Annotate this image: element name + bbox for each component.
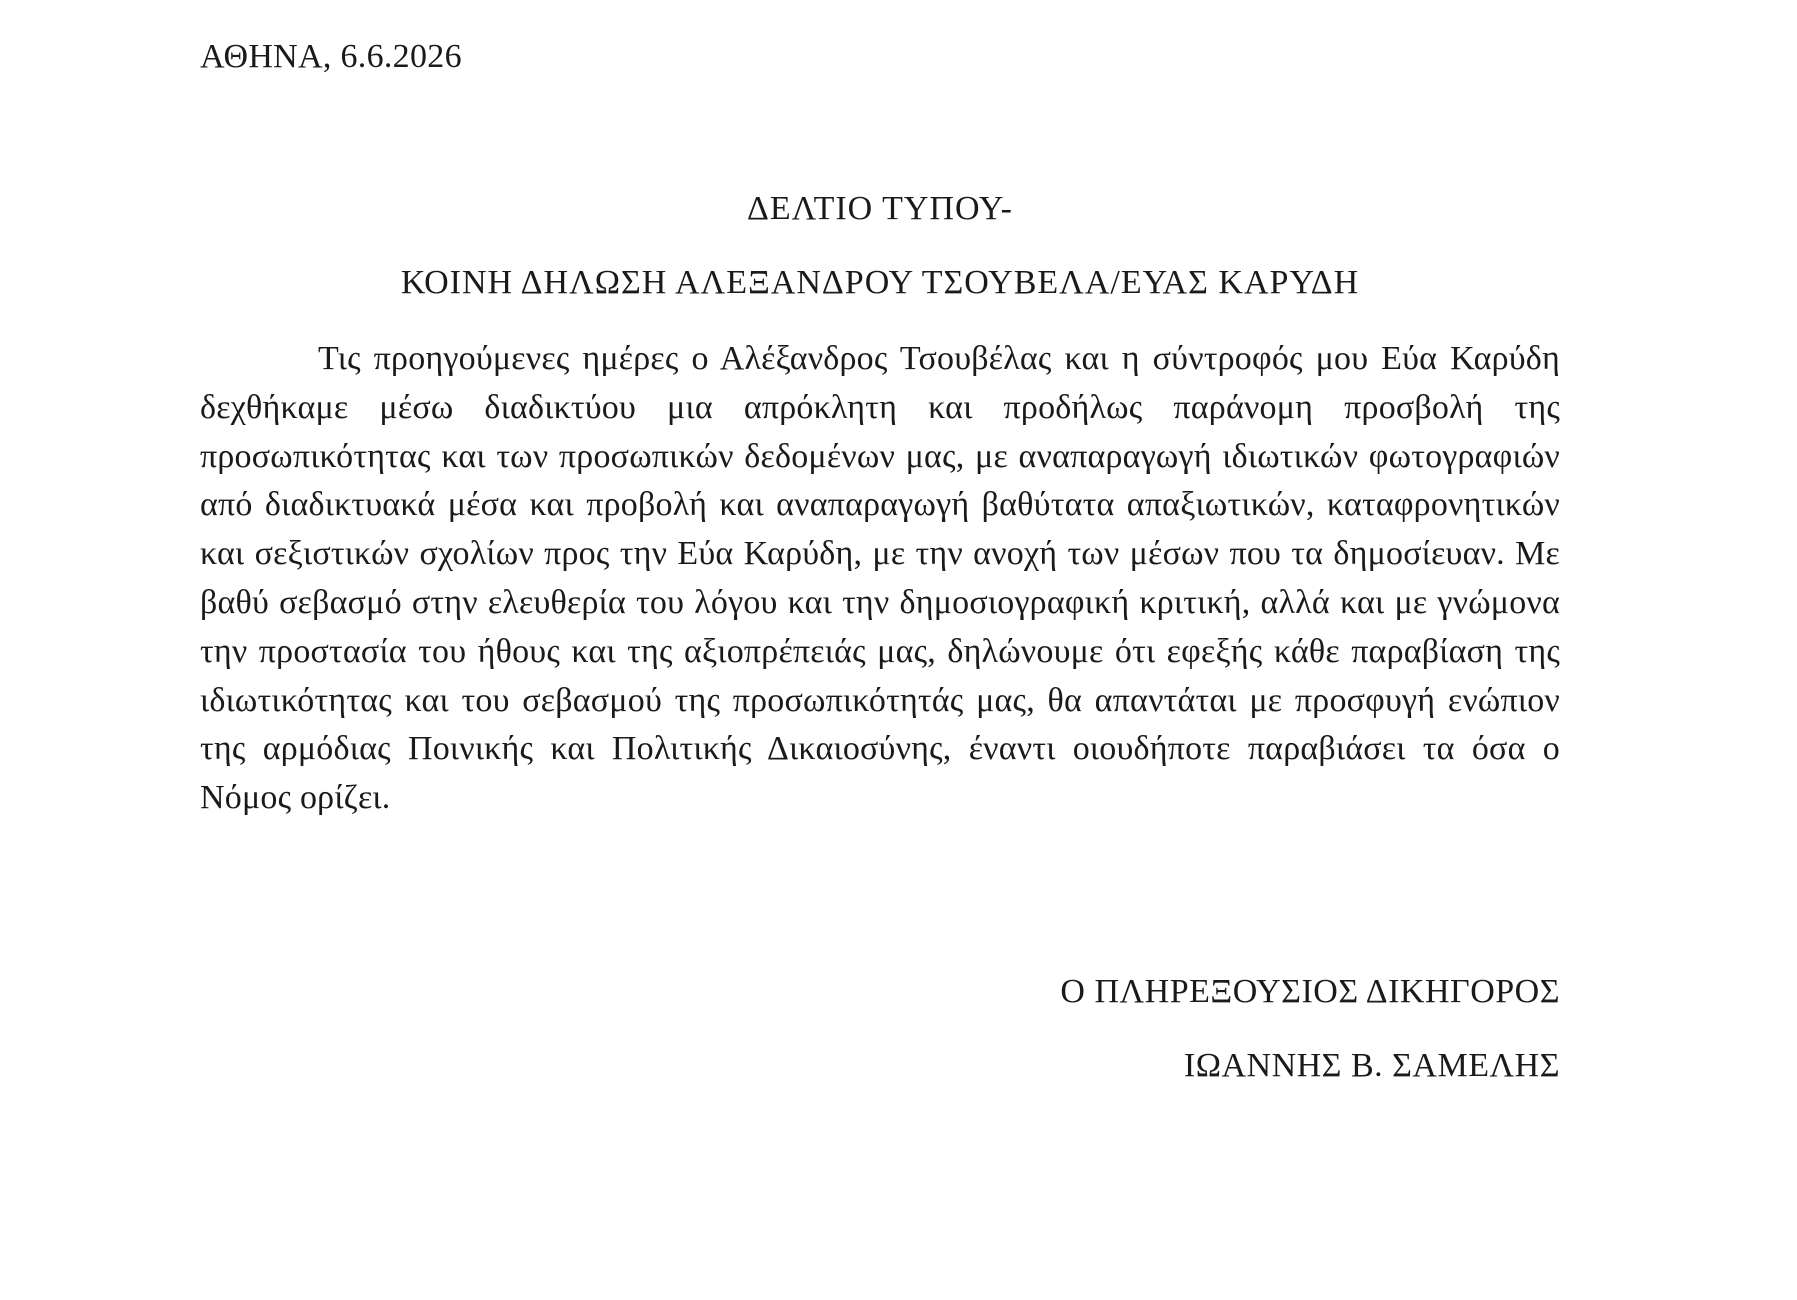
document-subheading: ΚΟΙΝΗ ΔΗΛΩΣΗ ΑΛΕΞΑΝΔΡΟΥ ΤΣΟΥΒΕΛΑ/ΕΥΑΣ ΚΑΡΥΔΗ [400, 264, 1360, 301]
body-paragraph [200, 335, 1560, 823]
date-line: ΑΘΗΝΑ, 6.6.2026 [200, 38, 462, 75]
signature-title: Ο ΠΛΗΡΕΞΟΥΣΙΟΣ ΔΙΚΗΓΟΡΟΣ [1060, 973, 1560, 1010]
signature-name: ΙΩΑΝΝΗΣ Β. ΣΑΜΕΛΗΣ [1183, 1047, 1560, 1084]
body-text: Τις προηγούμενες ημέρες ο Αλέξανδρος Τσουβέλας και η σύντροφός μου Εύα Καρύδη δεχθήκαμε μέσω διαδικτύου μια απρόκλητη και προδήλως παράνομη προσβολή της προσωπικότητας και των προσωπικών δεδομένων μας, με αναπαραγωγή ιδιωτικών φωτογραφιών από διαδικτυακά μέσα και προβολή και αναπαραγωγή βαθύτατα απαξιωτικών, καταφρονητικών και σεξιστικών σχολίων προς την Εύα Καρύδη, με την ανοχή των μέσων που τα δημοσίευαν. Με βαθύ σεβασμό στην ελευθερία του λόγου και την δημοσιογραφική κριτική, αλλά και με γνώμονα την προστασία του ήθους και της αξιοπρέπειάς μας, δηλώνουμε ότι εφεξής κάθε παραβίαση της ιδιωτικότητας και του σεβασμού της προσωπικότητάς μας, θα απαντάται με προσφυγή ενώπιον της αρμόδιας Ποινικής και Πολιτικής Δικαιοσύνης, έναντι οιουδήποτε παραβιάσει τα όσα ο Νόμος ορίζει. [200, 340, 1560, 817]
document-heading: ΔΕΛΤΙΟ ΤΥΠΟΥ- [747, 190, 1013, 227]
